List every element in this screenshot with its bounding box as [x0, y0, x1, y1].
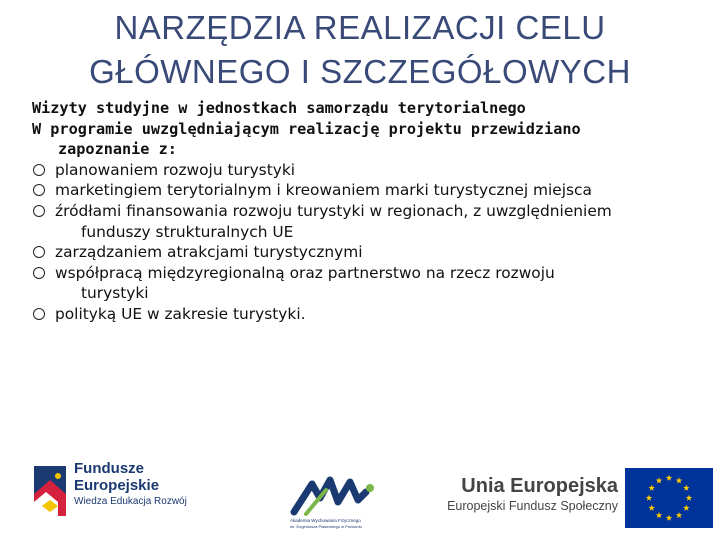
title-line-1: NARZĘDZIA REALIZACJI CELU: [114, 9, 606, 46]
bullet-item: [32, 263, 712, 304]
eu-flag-icon: [625, 468, 713, 528]
title-line-2: GŁÓWNEGO I SZCZEGÓŁOWYCH: [89, 53, 631, 90]
bullet-item-text: zarządzaniem atrakcjami turystycznymi: [55, 243, 363, 262]
ue-fund-name: Europejski Fundusz Społeczny: [447, 499, 618, 513]
fe-line-2: Europejskie: [74, 477, 160, 494]
slide-body: [32, 98, 712, 325]
bullet-item: [32, 180, 712, 201]
fundusze-europejskie-text: [74, 460, 187, 509]
circle-bullet-icon: [33, 308, 45, 320]
bullet-item: [32, 201, 712, 242]
circle-bullet-icon: [33, 205, 45, 217]
logo-strip: [0, 458, 720, 536]
awf-caption-1: Akademia Wychowania Fizycznego: [290, 518, 361, 523]
bullet-item-continuation: turystyki: [81, 284, 149, 303]
fundusze-europejskie-logo: [30, 458, 190, 530]
fe-line-1: Fundusze: [74, 460, 144, 477]
bullet-item: [32, 242, 712, 263]
awf-logo: [286, 470, 376, 530]
circle-bullet-icon: [33, 184, 45, 196]
fundusze-europejskie-emblem-icon: [30, 458, 70, 524]
circle-bullet-icon: [33, 267, 45, 279]
circle-bullet-icon: [33, 246, 45, 258]
eu-flag-logo: [625, 468, 713, 528]
bullet-item-text: marketingiem terytorialnym i kreowaniem marki turystycznej miejsca: [55, 181, 592, 200]
awf-caption-2: im. Eugeniusza Piaseckiego w Poznaniu: [290, 524, 362, 529]
bullet-item-continuation: funduszy strukturalnych UE: [81, 222, 294, 241]
slide-title: [0, 6, 720, 94]
bullet-item-text: polityką UE w zakresie turystyki.: [55, 304, 306, 323]
intro-line-3: zapoznanie z:: [58, 140, 177, 159]
intro-line-2: W programie uwzględniającym realizację projektu przewidziano: [32, 119, 581, 138]
intro-text: [32, 98, 712, 160]
awf-emblem-icon: [286, 470, 376, 530]
bullet-item-text: współpracą międzyregionalną oraz partnerstwo na rzecz rozwoju: [55, 263, 555, 282]
bullet-item: [32, 304, 712, 325]
circle-bullet-icon: [33, 164, 45, 176]
fe-tagline: Wiedza Edukacja Rozwój: [74, 496, 187, 507]
unia-europejska-text: [438, 474, 618, 514]
ue-title: Unia Europejska: [461, 475, 618, 497]
bullet-item-text: planowaniem rozwoju turystyki: [55, 160, 296, 179]
intro-line-1: Wizyty studyjne w jednostkach samorządu terytorialnego: [32, 99, 526, 117]
bullet-item: [32, 160, 712, 181]
bullet-item-text: źródłami finansowania rozwoju turystyki w regionach, z uwzględnieniem: [55, 201, 612, 220]
